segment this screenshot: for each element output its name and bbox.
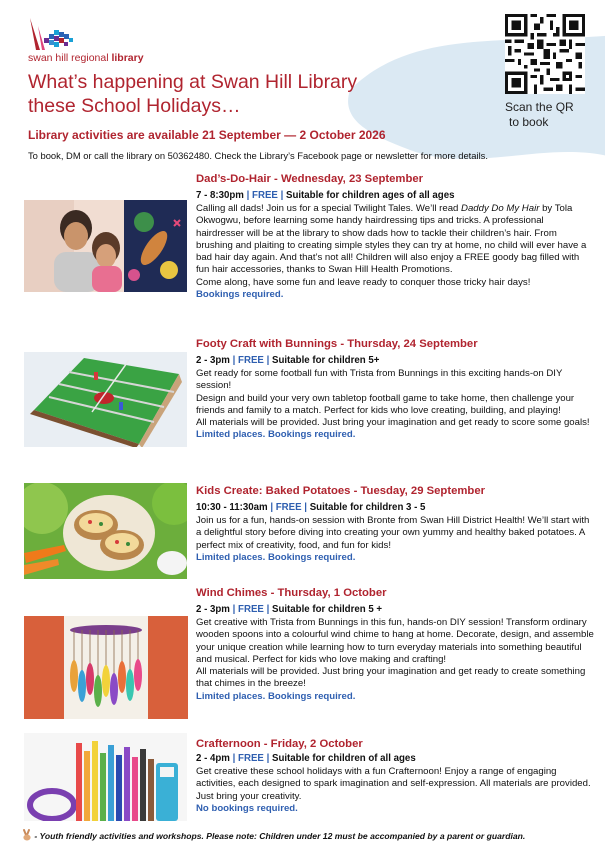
event-title: Dad’s-Do-Hair - Wednesday, 23 September — [196, 173, 424, 185]
event-crafternoon — [196, 737, 594, 815]
event-booking-note: No bookings required. — [196, 802, 298, 814]
event-details: 7 - 8:30pm | FREE | Suitable for children ages of all ages — [196, 190, 455, 201]
event-description: Join us for a fun, hands-on session with Bronte from Swan Hill District Health! We’ll start with a delightful story before diving into creating your own yummy and healthy baked potatoes. A perfect mix of creativity, food, and fun for kids! — [196, 515, 590, 551]
event-wind-chimes — [196, 586, 594, 703]
booking-intro: To book, DM or call the library on 50362480. Check the Library’s Facebook page or newsletter for more details. — [28, 150, 488, 161]
activity-dates: Library activities are available 21 September — 2 October 2026 — [28, 128, 386, 142]
event-booking-note: Limited places. Bookings required. — [196, 429, 356, 441]
event-details: 2 - 3pm | FREE | Suitable for children 5 + — [196, 604, 383, 615]
baked-potatoes-photo — [24, 483, 187, 579]
event-booking-note: Limited places. Bookings required. — [196, 551, 356, 563]
page-title-line-1: What’s happening at Swan Hill Library — [28, 71, 358, 93]
library-logo-mark — [28, 16, 88, 52]
footy-craft-photo — [24, 352, 187, 447]
page-title — [28, 70, 408, 118]
booking-qr-code[interactable] — [505, 14, 585, 94]
event-description: Get creative these school holidays with a fun Crafternoon! Enjoy a range of engaging activities, each designed to spark imagination and self-expression. All materials are provided. Just bring your creativity. — [196, 766, 591, 802]
library-logo — [28, 16, 208, 66]
event-title: Crafternoon - Friday, 2 October — [196, 738, 363, 750]
peace-hand-icon — [22, 829, 32, 841]
wind-chimes-photo — [24, 616, 188, 719]
event-baked-potatoes — [196, 484, 594, 564]
event-details: 2 - 3pm | FREE | Suitable for children 5+ — [196, 355, 380, 366]
event-title: Footy Craft with Bunnings - Thursday, 24 September — [196, 338, 478, 350]
event-booking-note: Limited places. Bookings required. — [196, 690, 356, 702]
event-details: 10:30 - 11:30am | FREE | Suitable for children 3 - 5 — [196, 502, 426, 513]
event-dads-do-hair — [196, 172, 594, 302]
event-title: Kids Create: Baked Potatoes - Tuesday, 29 September — [196, 485, 486, 497]
event-details: 2 - 4pm | FREE | Suitable for children of all ages — [196, 753, 416, 764]
crafternoon-photo — [24, 733, 187, 821]
event-title: Wind Chimes - Thursday, 1 October — [196, 587, 387, 599]
footer-note: - Youth friendly activities and workshops. Please note: Children under 12 must be accompanied by a parent or guardian. — [22, 829, 597, 841]
dads-do-hair-photo — [24, 200, 187, 292]
event-description: Calling all dads! Join us for a special Twilight Tales. We’ll read Daddy Do My Hair by Tola Okwogwu, before learning some handy hairdressing tips and tricks. A professional hairdresser will be at the library to show dads how to tackle their children’s hair. From brushing and plaiting to creating simple styles they can try at home, no child will ever have a bad hair day again. And that’s not all! Children will also enjoy a FREE goody bag filled with fun hair accessories, thanks to Swan Hill Health Promotions. Come along, have some fun and leave ready to conquer those tricky hair days! — [196, 203, 587, 288]
qr-caption: Scan the QR to book — [505, 100, 574, 129]
event-description: Get creative with Trista from Bunnings in this fun, hands-on DIY session! Transform ordinary wooden spoons into a colourful wind chime to hang at home. Decorate, design, and assemble your unique creation while learning how to turn everyday materials into something beautiful and musical. Perfect for kids who love making and crafting! All materials will be provided. Just bring your imagination and get ready to create something that chimes in the breeze! — [196, 617, 594, 690]
event-footy-craft — [196, 337, 594, 442]
event-booking-note: Bookings required. — [196, 289, 284, 301]
library-logo-text: swan hill regional library — [28, 52, 144, 64]
event-description: Get ready for some football fun with Trista from Bunnings in this exciting hands-on DIY session! Design and build your very own tabletop football game to take home, then challenge your friends and family to a match. Perfect for kids who love creating, building, and playing! All materials will be provided. Just bring your imagination and get ready to score some goals! — [196, 368, 590, 429]
page-title-line-2: these School Holidays… — [28, 95, 241, 117]
